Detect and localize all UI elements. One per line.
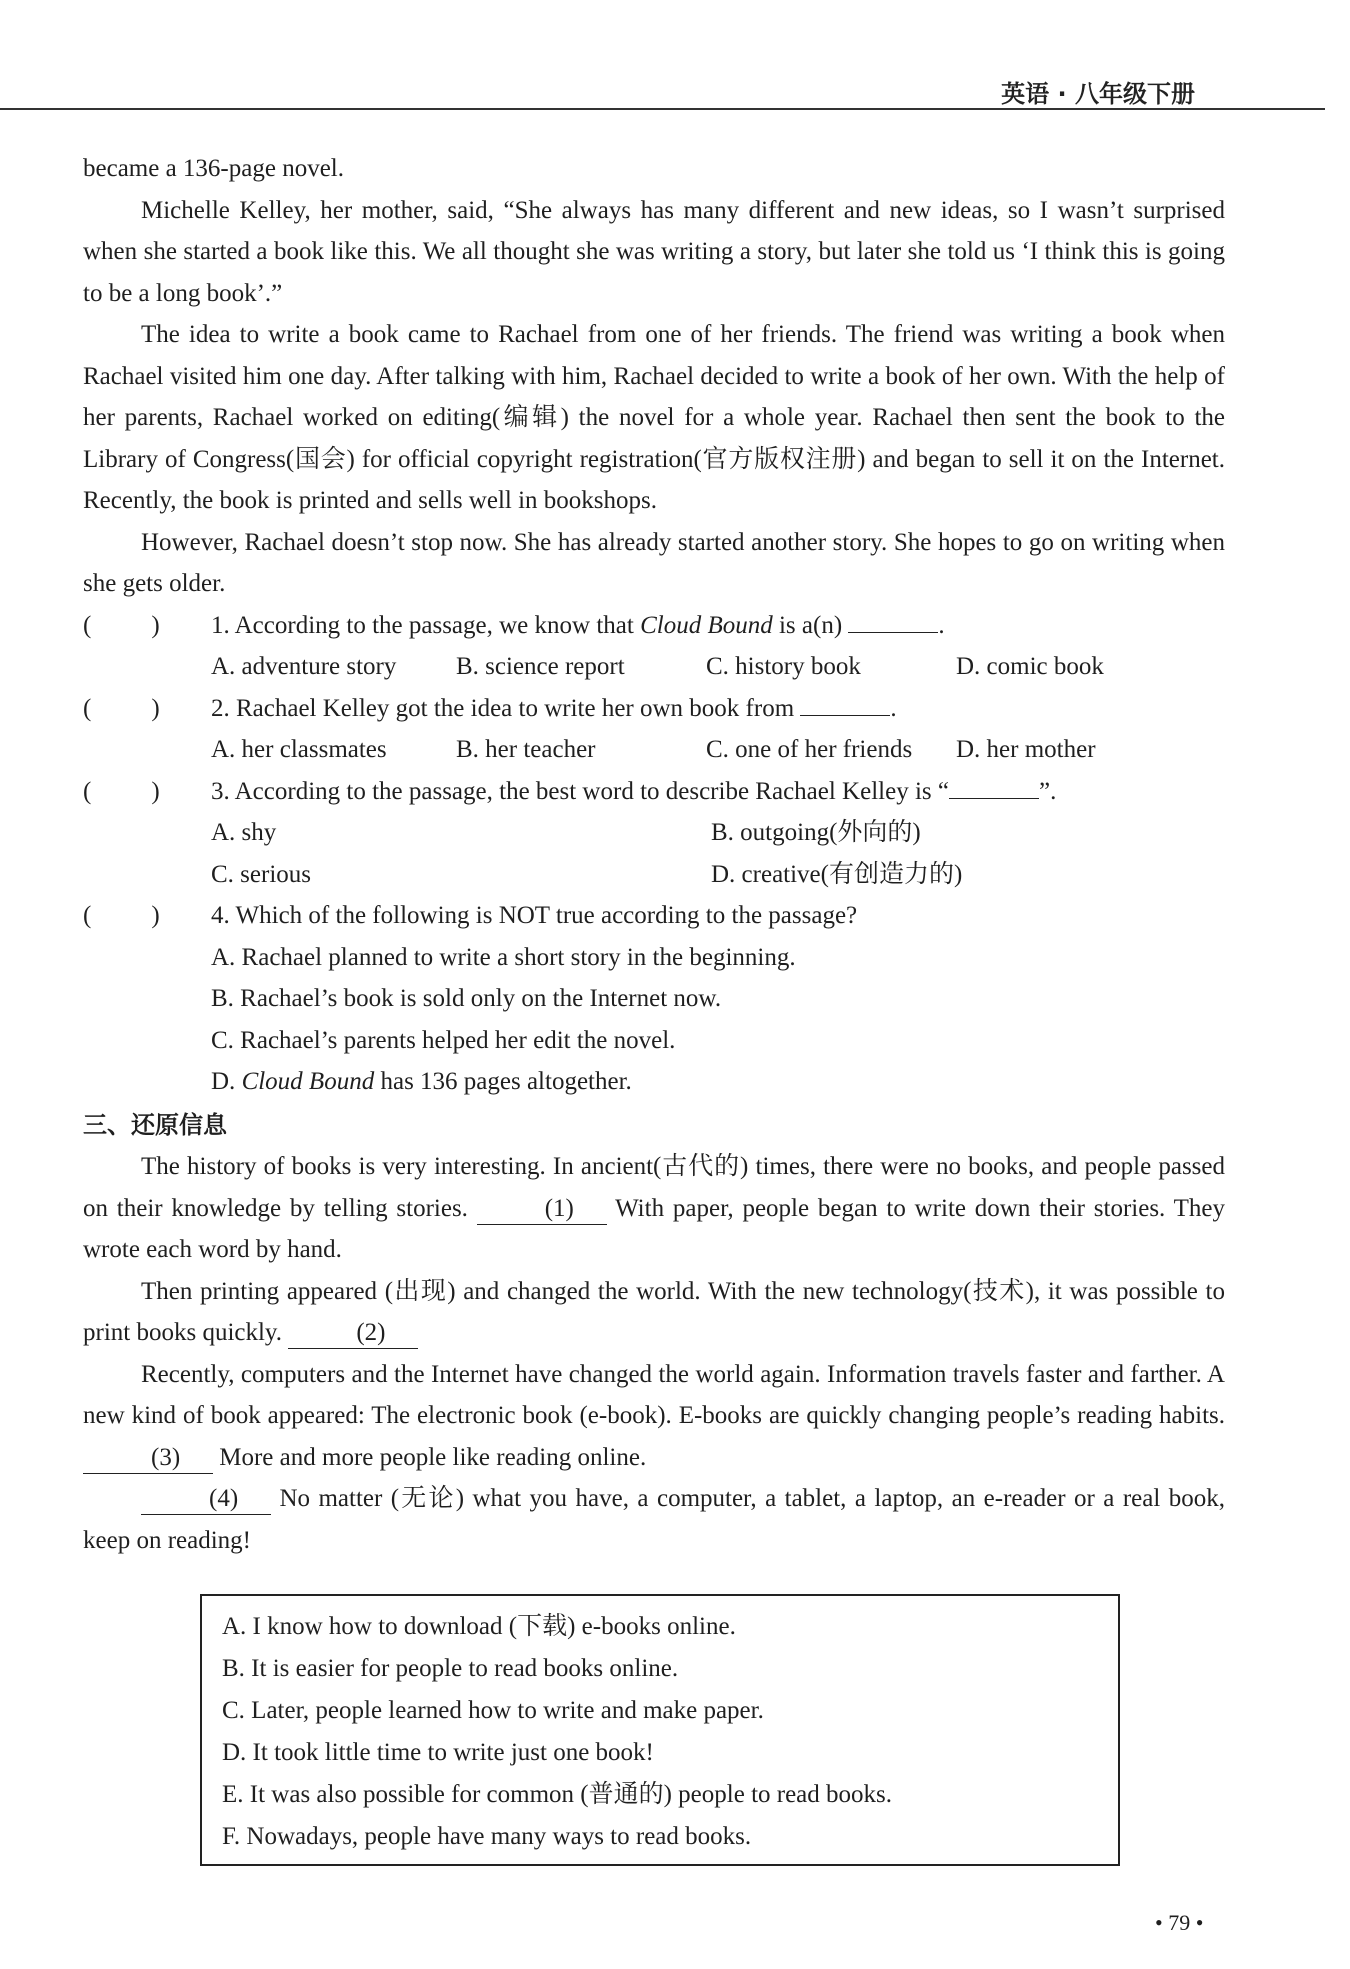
box-option-d: D. It took little time to write just one book! bbox=[222, 1739, 654, 1766]
box-option-b: B. It is easier for people to read books online. bbox=[222, 1655, 679, 1682]
option-a: A. Rachael planned to write a short story in the beginning. bbox=[211, 943, 796, 971]
option-b: B. outgoing(外向的) bbox=[711, 819, 921, 846]
page-header bbox=[0, 60, 1325, 110]
fill-blank-2[interactable]: (2) bbox=[288, 1318, 418, 1349]
fill-blank-1[interactable]: (1) bbox=[477, 1194, 607, 1225]
section3-paragraph-3: Recently, computers and the Internet have changed the world again. Information travels faster and farther. A new kind of book appeared: The electronic book (e-book). E-books are quickly changing people’s reading habits. (3) More and more people like reading online. bbox=[83, 1354, 1225, 1479]
passage-paragraph: became a 136-page novel. bbox=[83, 155, 344, 182]
box-option-a: A. I know how to download (下载) e-books online. bbox=[222, 1613, 736, 1640]
page-number: • 79 • bbox=[1155, 1910, 1204, 1935]
section3-paragraph-1: The history of books is very interesting. In ancient(古代的) times, there were no books, and people passed on their knowledge by telling stories. (1) With paper, people began to write down their stories. They wrote each word by hand. bbox=[83, 1153, 1226, 1263]
option-b: B. Rachael’s book is sold only on the Internet now. bbox=[211, 985, 722, 1012]
question-3-options bbox=[83, 812, 1225, 895]
answer-blank[interactable] bbox=[949, 774, 1039, 799]
answer-bracket[interactable]: ( ) bbox=[83, 902, 160, 929]
passage-paragraph: Michelle Kelley, her mother, said, “She always has many different and new ideas, so I wasn’t surprised when she started a book like this. We all thought she was writing a story, but later she told us ‘I think this is going to be a long book’.” bbox=[83, 196, 1225, 307]
box-option-f: F. Nowadays, people have many ways to read books. bbox=[222, 1823, 752, 1850]
option-d: D. her mother bbox=[956, 736, 1096, 763]
question-4-options bbox=[83, 937, 1225, 1103]
page-content bbox=[83, 148, 1225, 1561]
option-b: B. science report bbox=[456, 653, 625, 680]
option-d: D. Cloud Bound has 136 pages altogether. bbox=[211, 1068, 632, 1095]
section-title: 三、还原信息 bbox=[83, 1110, 227, 1139]
box-option-c: C. Later, people learned how to write and make paper. bbox=[222, 1697, 764, 1724]
passage-paragraph: The idea to write a book came to Rachael from one of her friends. The friend was writing a book when Rachael visited him one day. After talking with him, Rachael decided to write a book of her own. With the help of her parents, Rachael worked on editing(编辑) the novel for a whole year. Rachael then sent the book to the Library of Congress(国会) for official copyright registration(官方版权注册) and began to sell it on the Internet. Recently, the book is printed and sells well in bookshops. bbox=[83, 321, 1225, 514]
option-d: D. comic book bbox=[956, 653, 1104, 680]
answer-bracket[interactable]: ( ) bbox=[83, 777, 160, 805]
option-b: B. her teacher bbox=[456, 736, 596, 763]
question-2-options bbox=[83, 729, 1225, 771]
option-c: C. Rachael’s parents helped her edit the novel. bbox=[211, 1026, 676, 1054]
answer-bracket[interactable]: ( ) bbox=[83, 611, 160, 639]
answer-bracket[interactable]: ( ) bbox=[83, 694, 160, 722]
option-c: C. one of her friends bbox=[706, 736, 913, 763]
question-3: ( ) 3. According to the passage, the best word to describe Rachael Kelley is “ ”. bbox=[83, 771, 1225, 813]
question-4: ( ) 4. Which of the following is NOT true according to the passage? bbox=[83, 895, 1225, 937]
answer-blank[interactable] bbox=[848, 608, 938, 633]
option-d: D. creative(有创造力的) bbox=[711, 860, 963, 888]
options-box bbox=[200, 1594, 1120, 1866]
answer-blank[interactable] bbox=[800, 691, 890, 716]
box-option-e: E. It was also possible for common (普通的) people to read books. bbox=[222, 1781, 893, 1808]
question-1: ( ) 1. According to the passage, we know that Cloud Bound is a(n) . bbox=[83, 605, 1225, 647]
fill-blank-4[interactable]: (4) bbox=[141, 1484, 271, 1515]
book-title-italic: Cloud Bound bbox=[640, 611, 773, 639]
question-1-options bbox=[83, 646, 1225, 688]
option-a: A. adventure story bbox=[211, 653, 397, 680]
passage-paragraph: However, Rachael doesn’t stop now. She has already started another story. She hopes to go on writing when she gets older. bbox=[83, 528, 1225, 597]
fill-blank-3[interactable]: (3) bbox=[83, 1443, 213, 1474]
section3-paragraph-2: Then printing appeared (出现) and changed the world. With the new technology(技术), it was possible to print books quickly. (2) bbox=[83, 1271, 1225, 1354]
book-title: 英语 · 八年级下册 bbox=[1001, 80, 1195, 108]
option-a: A. shy bbox=[211, 819, 277, 846]
section3-paragraph-4: (4) No matter (无论) what you have, a computer, a tablet, a laptop, an e-reader or a real book, keep on reading! bbox=[83, 1485, 1225, 1554]
option-c: C. serious bbox=[211, 860, 311, 888]
question-2: ( ) 2. Rachael Kelley got the idea to write her own book from . bbox=[83, 688, 1225, 730]
option-c: C. history book bbox=[706, 653, 861, 680]
option-a: A. her classmates bbox=[211, 736, 387, 763]
header-rule bbox=[0, 108, 1325, 110]
